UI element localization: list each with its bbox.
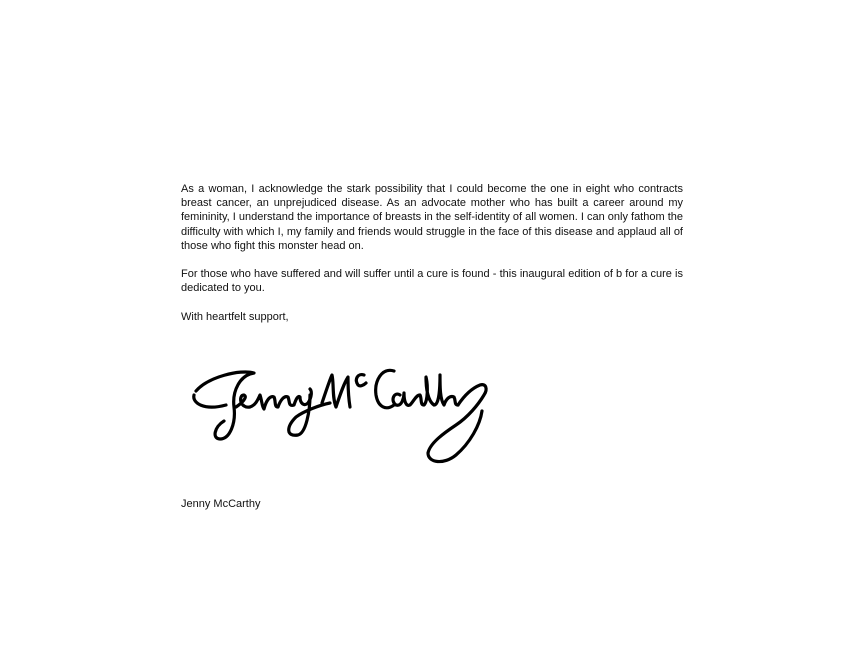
signer-name: Jenny McCarthy — [181, 498, 261, 510]
letter-paragraph-1: As a woman, I acknowledge the stark possibility that I could become the one in eight who contracts breast cancer, an unprejudiced disease. As an advocate mother who has built a career around my femininity, I understand the importance of breasts in the self-identity of all women. I can only fathom the difficulty with which I, my family and friends would struggle in the face of this disease and applaud all of those who fight this monster head on. — [181, 183, 683, 252]
letter-paragraph-2: For those who have suffered and will suffer until a cure is found - this inaugural edition of b for a cure is dedicated to you. — [181, 268, 683, 295]
letter-body — [181, 182, 683, 324]
letter-closing: With heartfelt support, — [181, 310, 289, 323]
handwritten-signature — [190, 355, 495, 470]
signature-icon — [190, 355, 495, 470]
